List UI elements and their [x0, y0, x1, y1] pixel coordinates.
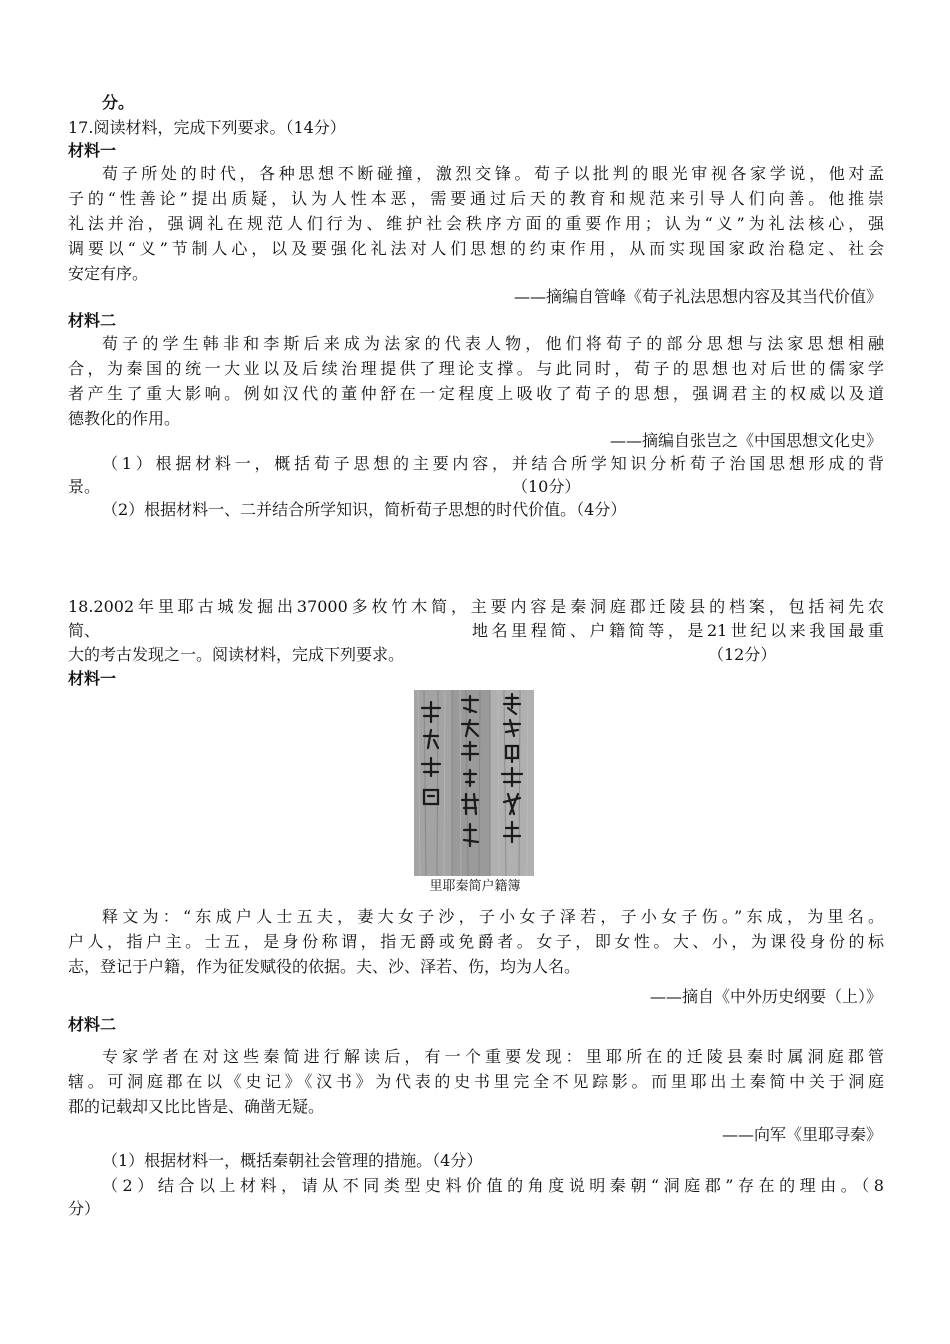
q17-m1-line-3: 礼法并治，强调礼在规范人们行为、维护社会秩序方面的重要作用；认为“义”为礼法核心，强 [68, 214, 884, 233]
q18-material1-label: 材料一 [68, 669, 117, 688]
q18-m2-line-2: 辖。可洞庭郡在以《史记》《汉书》为代表的史书里完全不见踪影。而里耶出土秦简中关于洞庭 [68, 1072, 884, 1091]
q18-intro-line-3a: 大的考古发现之一。阅读材料，完成下列要求。 [68, 645, 405, 664]
q17-sub1-line-1: （1）根据材料一，概括荀子思想的主要内容，并结合所学知识分析荀子治国思想形成的背 [102, 454, 884, 473]
q17-m1-line-5: 安定有序。 [68, 264, 149, 283]
q17-material2-label: 材料二 [68, 311, 117, 330]
previous-question-tail: 分。 [102, 93, 135, 112]
q17-m1-line-1: 荀子所处的时代，各种思想不断碰撞，激烈交锋。荀子以批判的眼光审视各家学说，他对孟 [102, 164, 884, 183]
q18-sub2-line-2: 分） [68, 1199, 101, 1218]
bamboo-slip-drawing [414, 690, 534, 876]
q18-material2-label: 材料二 [68, 1015, 117, 1034]
q18-m2-line-3: 郡的记载却又比比皆是、确凿无疑。 [68, 1097, 325, 1116]
q18-intro-line-2a: 简、 [68, 621, 101, 640]
q18-m1-line-2: 户人，指户主。士五，是身份称谓，指无爵或免爵者。女子，即女性。大、小，为课役身份的标 [68, 932, 884, 951]
q18-sub1: （1）根据材料一，概括秦朝社会管理的措施。（4分） [102, 1151, 483, 1170]
q17-sub1-points: （10分） [512, 477, 581, 496]
q18-m2-line-1: 专家学者在对这些秦简进行解读后，有一个重要发现：里耶所在的迁陵县秦时属洞庭郡管 [102, 1047, 884, 1066]
q17-material1-label: 材料一 [68, 141, 117, 160]
q18-m1-line-3: 志，登记于户籍，作为征发赋役的依据。夫、沙、泽若、伤，均为人名。 [68, 957, 581, 976]
q18-sub2-line-1: （2）结合以上材料，请从不同类型史料价值的角度说明秦朝“洞庭郡”存在的理由。（8 [102, 1176, 884, 1195]
q17-m1-line-4: 调要以“义”节制人心，以及要强化礼法对人们思想的约束作用，从而实现国家政治稳定、社会 [68, 239, 884, 258]
q17-m1-line-2: 子的“性善论”提出质疑，认为人性本恶，需要通过后天的教育和规范来引导人们向善。他推崇 [68, 189, 884, 208]
q18-m1-source: ——摘自《中外历史纲要（上）》 [649, 987, 882, 1006]
qin-bamboo-slip-image [414, 690, 534, 876]
bamboo-slip-caption: 里耶秦简户籍簿 [429, 879, 521, 894]
q18-intro-line-2b: 地名里程简、户籍简等，是21世纪以来我国最重 [472, 621, 884, 640]
q18-points: （12分） [708, 645, 777, 664]
q18-m2-source: ——向军《里耶寻秦》 [721, 1125, 882, 1144]
q17-m2-source: ——摘编自张岂之《中国思想文化史》 [609, 431, 882, 450]
q18-intro-line-1: 18.2002年里耶古城发掘出37000多枚竹木简，主要内容是秦洞庭郡迁陵县的档案，包括祠先农 [68, 597, 884, 616]
q17-m1-source: ——摘编自管峰《荀子礼法思想内容及其当代价值》 [513, 287, 882, 306]
q17-sub2: （2）根据材料一、二并结合所学知识，简析荀子思想的时代价值。（4分） [102, 500, 627, 519]
q17-m2-line-1: 荀子的学生韩非和李斯后来成为法家的代表人物，他们将荀子的部分思想与法家思想相融 [102, 334, 884, 353]
q17-m2-line-2: 合，为秦国的统一大业以及后续治理提供了理论支撑。与此同时，荀子的思想也对后世的儒家学 [68, 359, 884, 378]
q17-sub1-line-2: 景。 [68, 477, 101, 496]
q17-m2-line-3: 者产生了重大影响。例如汉代的董仲舒在一定程度上吸收了荀子的思想，强调君主的权威以及道 [68, 384, 884, 403]
q17-m2-line-4: 德教化的作用。 [68, 409, 181, 428]
q17-header: 17.阅读材料，完成下列要求。（14分） [68, 118, 346, 137]
q18-m1-line-1: 释文为：“东成户人士五夫，妻大女子沙，子小女子泽若，子小女子伤。”东成，为里名。 [102, 907, 884, 926]
